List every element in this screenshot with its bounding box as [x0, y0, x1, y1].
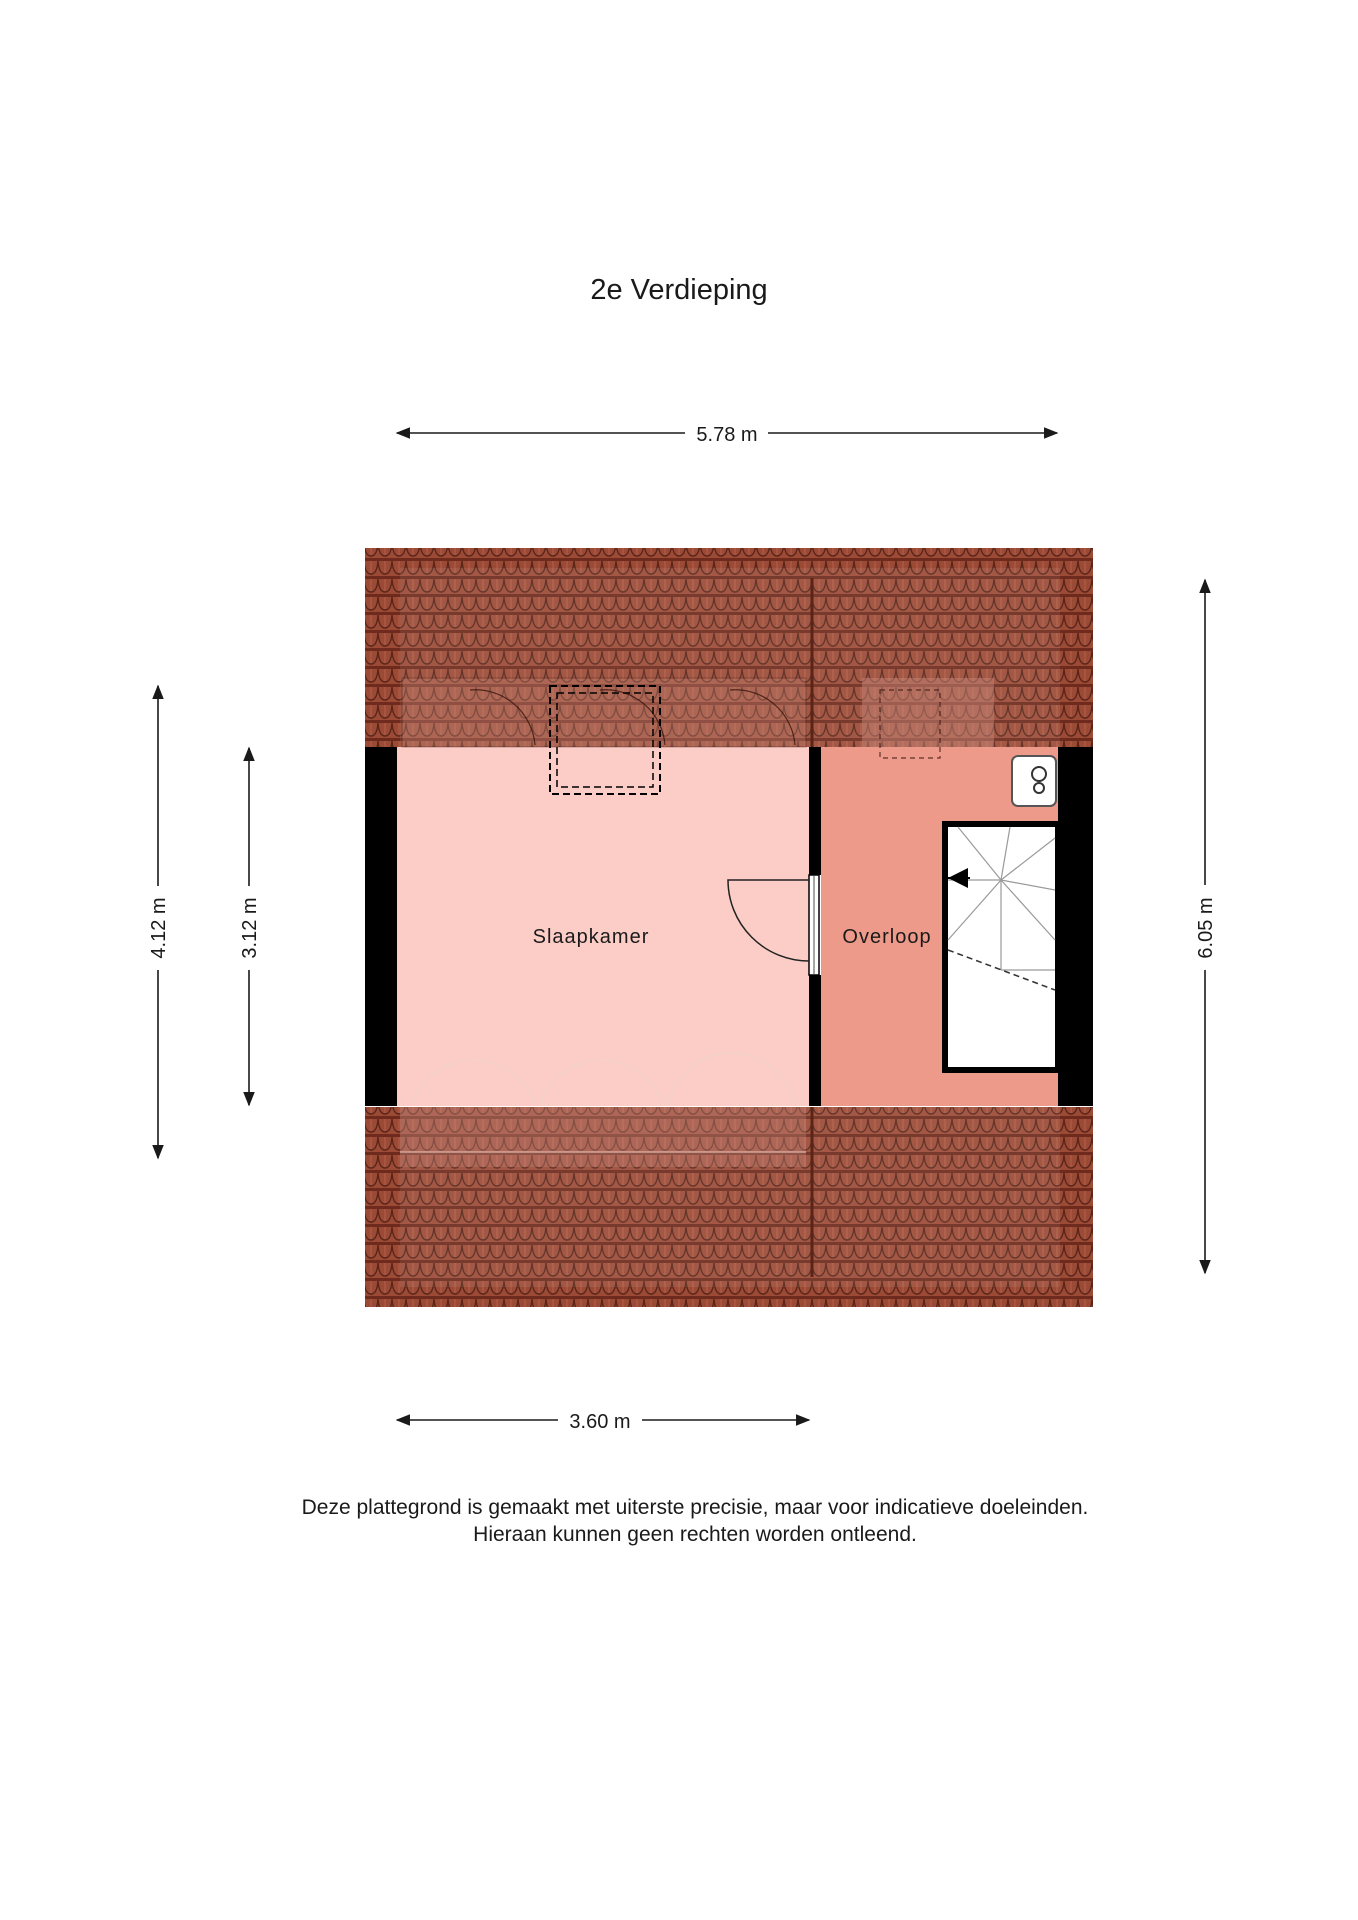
wall-right [1058, 747, 1093, 1106]
dimension-total-depth [1195, 580, 1217, 1273]
landing-skylight [862, 678, 994, 747]
dimension-label-total-depth: 6.05 m [1195, 897, 1217, 959]
staircase [945, 824, 1058, 1070]
dimension-bedroom-width [397, 1411, 809, 1433]
wall-left [365, 747, 397, 1106]
dimension-bedroom-depth-inner [239, 748, 261, 1105]
boiler-icon [1012, 756, 1056, 806]
disclaimer-line-1: Deze plattegrond is gemaakt met uiterste precisie, maar voor indicatieve doeleinden. [301, 1496, 1089, 1519]
disclaimer-line-2: Hieraan kunnen geen rechten worden ontleend. [473, 1523, 917, 1546]
dimension-label-total-width: 5.78 m [696, 424, 758, 446]
dimension-label-bedroom-depth-outer: 4.12 m [148, 897, 170, 959]
dimension-bedroom-depth-outer [148, 686, 170, 1158]
dimension-label-bedroom-width: 3.60 m [569, 1411, 631, 1433]
disclaimer [0, 1494, 1358, 1548]
dimension-total-width [397, 424, 1057, 446]
wall-divider-upper [809, 747, 821, 875]
dimension-label-bedroom-depth-inner: 3.12 m [239, 897, 261, 959]
floor-title: 2e Verdieping [590, 274, 768, 306]
wall-divider-lower [809, 975, 821, 1106]
dormer-top [402, 678, 806, 747]
room-label-landing: Overloop [842, 926, 932, 948]
room-label-bedroom: Slaapkamer [532, 926, 650, 948]
